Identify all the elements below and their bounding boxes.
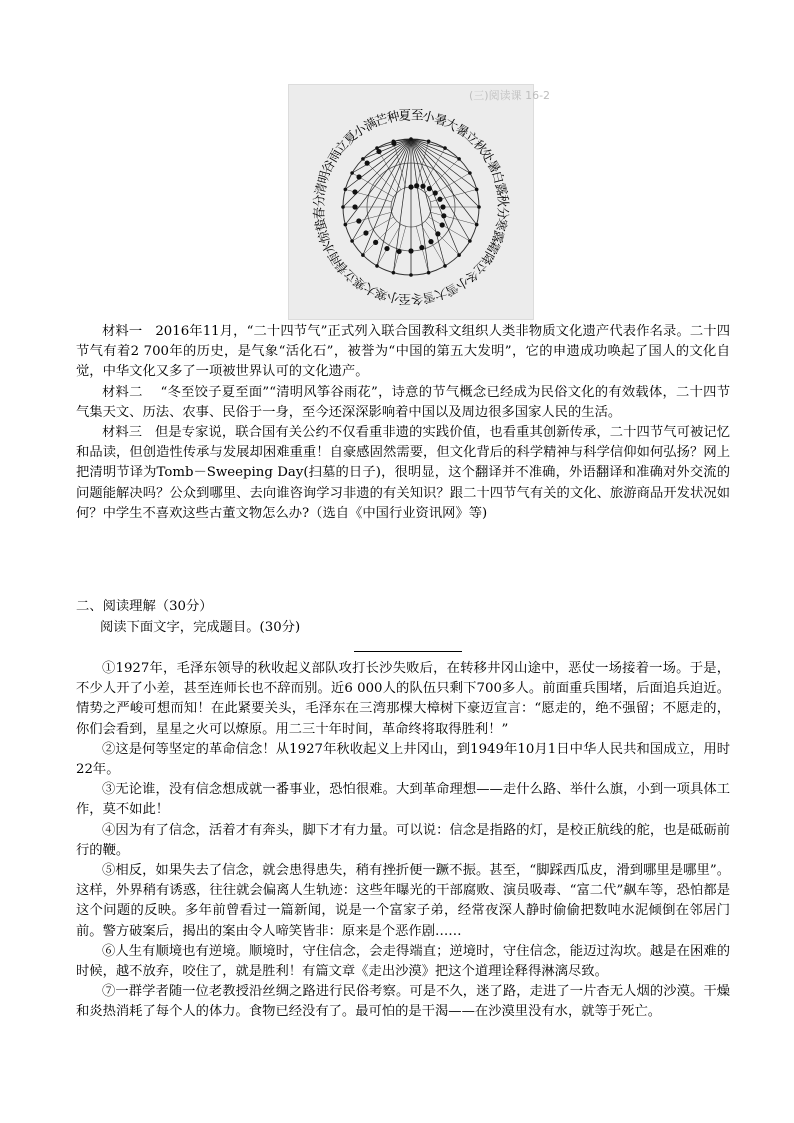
material-3-text: 但是专家说，联合国有关公约不仅看重非遗的实践价值，也看重其创新传承，二十四节气可被记忆和品读，但创造性传承与发展却困难重重！自豪感固然需要，但文化背后的科学精神与科学信仰如何弘扬？网上把清明节译为Tomb－Sweeping Day(扫墓的日子)，很明显，这个翻译并不准确，外语翻译和准确对外交流的问题能解决吗？公众到哪里、去向谁咨询学习非遗的有关知识？跟二十四节气有关的文化、旅游商品开发状况如何？中学生不喜欢这些古董文物怎么办?（选自《中国行业资讯网》等) bbox=[76, 425, 731, 521]
term-dot-13 bbox=[396, 249, 401, 254]
chord-line-9 bbox=[411, 139, 459, 255]
material-1-text: 2016年11月，“二十四节气”正式列入联合国教科文组织人类非物质文化遗产代表作名录。二十四节气有着2 700年的历史，是气象“活化石”，被誉为“中国的第五大发明”，它的申遗成功唤起了国人的文化自觉，中华文化又多了一项被世界认可的文化遗产。 bbox=[76, 324, 731, 380]
article-body bbox=[76, 659, 730, 1023]
spoke-17 bbox=[345, 212, 391, 224]
term-dot-9 bbox=[435, 231, 440, 236]
term-dot-16 bbox=[363, 230, 368, 235]
rim-dot-0 bbox=[409, 137, 413, 141]
article-paragraph-6: ⑥人生有顺境也有逆境。顺境时，守住信念，会走得端直；逆境时，守住信念，能迈过沟坎。越是在困难的时候，越不放弃，咬住了，就是胜利！有篇文章《走出沙漠》把这个道理诠释得淋漓尽致。 bbox=[76, 943, 730, 980]
rim-dot-20 bbox=[350, 171, 354, 175]
solar-term-label: 清明 bbox=[311, 169, 333, 198]
rim-dot-18 bbox=[341, 205, 345, 209]
solar-term-label: 大暑 bbox=[442, 114, 472, 141]
term-dot-4 bbox=[433, 190, 438, 195]
spoke-15 bbox=[363, 221, 397, 255]
term-dot-21 bbox=[365, 161, 370, 166]
material-1-label: 材料一 bbox=[102, 324, 143, 339]
solar-term-label: 大雪 bbox=[420, 285, 449, 307]
term-dot-2 bbox=[420, 184, 425, 189]
rim-dot-2 bbox=[443, 146, 447, 150]
spoke-7 bbox=[430, 212, 476, 224]
term-dot-20 bbox=[356, 174, 361, 179]
rim-dot-3 bbox=[457, 157, 461, 161]
material-3-label: 材料三 bbox=[102, 425, 143, 441]
solar-term-label: 谷雨 bbox=[318, 146, 345, 176]
chord-line-15 bbox=[363, 139, 411, 255]
rim-dot-10 bbox=[443, 264, 447, 268]
article-paragraph-5: ⑤相反，如果失去了信念，就会患得患失，稍有挫折便一蹶不振。甚至，“脚踩西瓜皮，滑到哪里是哪里”。这样，外界稍有诱惑，往往就会偏离人生轨迹：这些年曝光的干部腐败、演员吸毒、“富二代”飙车等，恐怕都是这个问题的反映。多年前曾看过一篇新闻，说是一个富家子弟，经常夜深人静时偷偷把数吨水泥倾倒在邻居门前。警方破案后，揭出的案由令人啼笑皆非：原来是个恶作剧…… bbox=[76, 863, 730, 939]
title-blank-line bbox=[354, 651, 462, 652]
article-paragraph-1: ①1927年，毛泽东领导的秋收起义部队攻打长沙失败后，在转移井冈山途中，恶仗一场接着一场。于是，不少人开了小差，甚至连师长也不辞而别。近6 000人的队伍只剩下700多人。前面重兵围堵，后面追兵迫近。情势之严峻可想而知！在此紧要关头，毛泽东在三湾那棵大樟树下豪迈宣言：“愿走的，绝不强留；不愿走的，你们会看到，星星之火可以燎原。用二三十年时间，革命终将取得胜利！” bbox=[76, 661, 730, 737]
term-dot-19 bbox=[352, 189, 357, 194]
rim-dot-13 bbox=[392, 271, 396, 275]
article-paragraph-2: ②这是何等坚定的革命信念！从1927年秋收起义上井冈山，到1949年10月1日中华人民共和国成立，用时22年。 bbox=[76, 741, 730, 778]
term-dot-11 bbox=[419, 245, 424, 250]
term-dot-7 bbox=[441, 213, 446, 218]
spoke-19 bbox=[345, 189, 391, 201]
materials-block bbox=[76, 322, 730, 524]
spoke-8 bbox=[428, 217, 470, 241]
rim-dot-7 bbox=[475, 223, 479, 227]
solar-term-label: 小满 bbox=[350, 114, 380, 141]
material-1 bbox=[76, 322, 730, 383]
solar-terms-wheel-svg bbox=[289, 85, 551, 319]
term-dot-6 bbox=[440, 204, 445, 209]
term-dot-14 bbox=[384, 246, 389, 251]
term-dot-15 bbox=[373, 240, 378, 245]
solar-term-label: 夏至 bbox=[398, 107, 424, 123]
solar-term-label: 芒种 bbox=[373, 107, 402, 129]
term-dot-18 bbox=[352, 204, 357, 209]
rim-dot-8 bbox=[468, 239, 472, 243]
rim-dot-17 bbox=[344, 223, 348, 227]
section-instruction: 阅读下面文字，完成题目。(30分) bbox=[100, 620, 301, 635]
solar-term-label: 小寒 bbox=[373, 285, 402, 307]
solar-term-label: 立夏 bbox=[331, 127, 361, 157]
spoke-5 bbox=[430, 189, 476, 201]
rim-dot-22 bbox=[375, 146, 379, 150]
solar-term-label: 处暑 bbox=[477, 146, 504, 176]
article-paragraph-3: ③无论谁，没有信念想成就一番事业，恐怕很难。大到革命理想——走什么路、举什么旗，小到一项具体工作，莫不如此！ bbox=[76, 782, 730, 818]
rim-dot-14 bbox=[375, 264, 379, 268]
material-2-text: “冬至饺子夏至面”“清明风筝谷雨花”，诗意的节气概念已经成为民俗文化的有效载体，二十四节气集天文、历法、农事、民俗于一身，至今还深深影响着中国以及周边很多国家人民的生活。 bbox=[76, 384, 730, 420]
term-dot-3 bbox=[427, 186, 432, 191]
spoke-14 bbox=[377, 224, 401, 266]
spoke-22 bbox=[377, 148, 401, 190]
rim-dot-16 bbox=[350, 239, 354, 243]
material-3 bbox=[76, 423, 730, 524]
term-dot-8 bbox=[440, 222, 445, 227]
solar-term-label: 冬至 bbox=[398, 291, 424, 307]
solar-terms-diagram bbox=[288, 84, 551, 320]
rim-dot-19 bbox=[344, 188, 348, 192]
term-dot-0 bbox=[408, 184, 413, 189]
term-dot-12 bbox=[408, 248, 413, 253]
rim-dot-11 bbox=[427, 271, 431, 275]
material-2 bbox=[76, 383, 730, 423]
term-dot-1 bbox=[414, 183, 419, 188]
rim-dot-6 bbox=[477, 205, 481, 209]
solar-term-label: 雨水 bbox=[318, 238, 345, 268]
figure-caption-fragment: (三)阅读课 16-2 bbox=[469, 89, 551, 102]
solar-term-label: 大寒 bbox=[350, 273, 380, 300]
chord-line-10 bbox=[411, 139, 445, 266]
article-paragraph-7: ⑦一群学者随一位老教授沿丝绸之路进行民俗考察。可是不久，迷了路，走进了一片杳无人烟的沙漠。干燥和炎热消耗了每个人的体力。食物已经没有了。最可怕的是干渴——在沙漠里没有水，就等于死亡。 bbox=[76, 984, 730, 1020]
solar-term-label: 立春 bbox=[331, 257, 361, 287]
rim-dot-4 bbox=[468, 171, 472, 175]
term-dot-5 bbox=[437, 197, 442, 202]
solar-term-label: 春分 bbox=[311, 194, 327, 220]
rim-dot-1 bbox=[427, 140, 431, 144]
solar-term-label: 立冬 bbox=[461, 257, 491, 287]
solar-term-label: 惊蛰 bbox=[311, 216, 333, 245]
spoke-2 bbox=[421, 148, 445, 190]
material-2-label: 材料二 bbox=[102, 384, 143, 400]
section-heading: 二、阅读理解（30分） bbox=[76, 599, 213, 614]
solar-term-label: 小暑 bbox=[420, 107, 449, 129]
rim-dot-12 bbox=[409, 273, 413, 277]
solar-term-label: 小雪 bbox=[442, 273, 472, 300]
solar-term-label: 寒露 bbox=[489, 216, 511, 245]
solar-term-label: 立秋 bbox=[461, 127, 491, 157]
solar-term-label: 霜降 bbox=[477, 238, 504, 268]
rim-dot-23 bbox=[392, 140, 396, 144]
article-paragraph-4: ④因为有了信念，活着才有奔头，脚下才有力量。可以说：信念是指路的灯，是校正航线的舵，也是砥砺前行的鞭。 bbox=[76, 822, 730, 858]
rim-dot-15 bbox=[361, 253, 365, 257]
rim-dot-21 bbox=[361, 157, 365, 161]
solar-term-label: 秋分 bbox=[495, 194, 511, 220]
spoke-10 bbox=[421, 224, 445, 266]
term-dot-10 bbox=[428, 239, 433, 244]
rim-dot-5 bbox=[475, 188, 479, 192]
chord-line-14 bbox=[377, 139, 411, 266]
solar-term-label: 白露 bbox=[489, 169, 511, 198]
term-dot-17 bbox=[356, 218, 361, 223]
rim-dot-9 bbox=[457, 253, 461, 257]
